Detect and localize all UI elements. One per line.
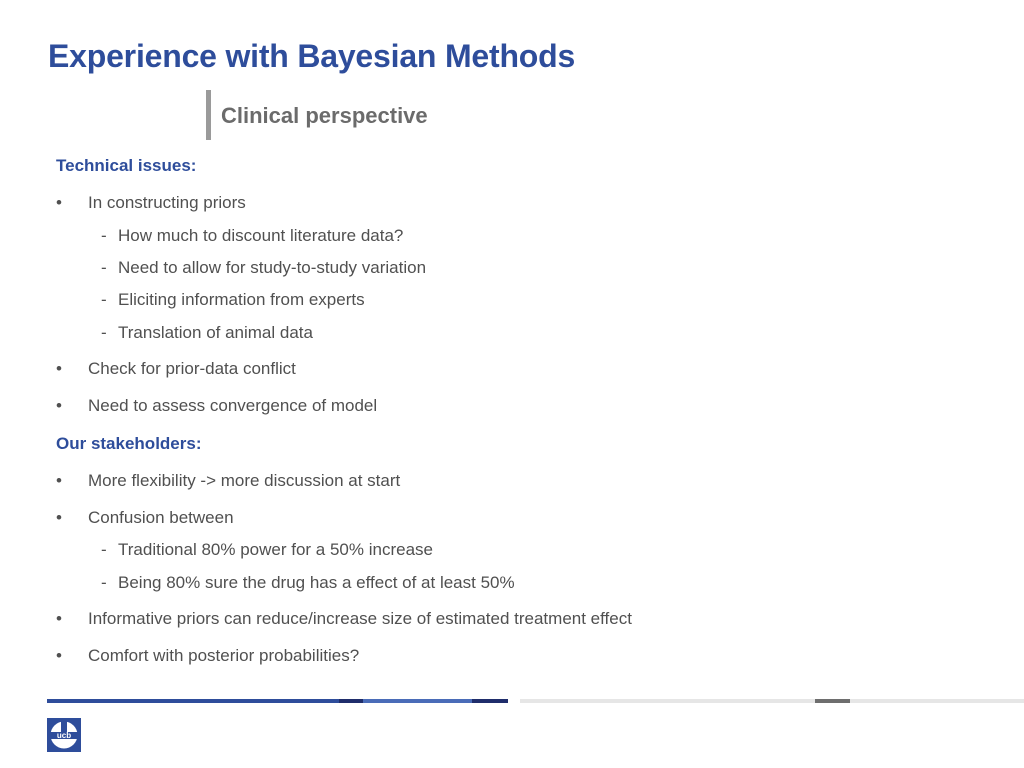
footer-bar-segment [815, 699, 850, 703]
bullet-marker: • [56, 609, 62, 628]
footer-bar-segment [363, 699, 472, 703]
section-heading-technical: Technical issues: [56, 156, 197, 175]
dash-marker: - [101, 540, 107, 559]
logo-text: ucb [56, 731, 72, 740]
sub-bullet-text: Being 80% sure the drug has a effect of at least 50% [118, 573, 515, 592]
bullet-marker: • [56, 471, 62, 490]
bullet-marker: • [56, 359, 62, 378]
sub-bullet-text: Traditional 80% power for a 50% increase [118, 540, 433, 559]
dash-marker: - [101, 573, 107, 592]
bullet-text: Informative priors can reduce/increase size of estimated treatment effect [88, 609, 632, 628]
sub-bullet-text: Need to allow for study-to-study variation [118, 258, 427, 277]
sub-bullet-text: Eliciting information from experts [118, 290, 365, 309]
slide-title: Experience with Bayesian Methods [48, 38, 576, 74]
section-heading-stakeholders: Our stakeholders: [56, 434, 202, 453]
footer-bar-segment [47, 699, 339, 703]
bullet-text: Check for prior-data conflict [88, 359, 296, 378]
bullet-text: In constructing priors [88, 193, 246, 212]
ucb-logo [47, 718, 81, 752]
dash-marker: - [101, 226, 107, 245]
sub-bullet-text: How much to discount literature data? [118, 226, 404, 245]
footer-bar-segment [850, 699, 1024, 703]
bullet-text: Confusion between [88, 508, 234, 527]
footer-bar-segment [520, 699, 815, 703]
dash-marker: - [101, 258, 107, 277]
footer-bar-segment [472, 699, 508, 703]
dash-marker: - [101, 290, 107, 309]
bullet-text: Comfort with posterior probabilities? [88, 646, 360, 665]
footer-bar-segment [339, 699, 363, 703]
sub-bullet-text: Translation of animal data [118, 323, 313, 342]
slide-subtitle: Clinical perspective [221, 103, 428, 128]
bullet-marker: • [56, 396, 62, 415]
bullet-text: More flexibility -> more discussion at start [88, 471, 401, 490]
dash-marker: - [101, 323, 107, 342]
bullet-marker: • [56, 193, 62, 212]
bullet-text: Need to assess convergence of model [88, 396, 378, 415]
bullet-marker: • [56, 646, 62, 665]
bullet-marker: • [56, 508, 62, 527]
